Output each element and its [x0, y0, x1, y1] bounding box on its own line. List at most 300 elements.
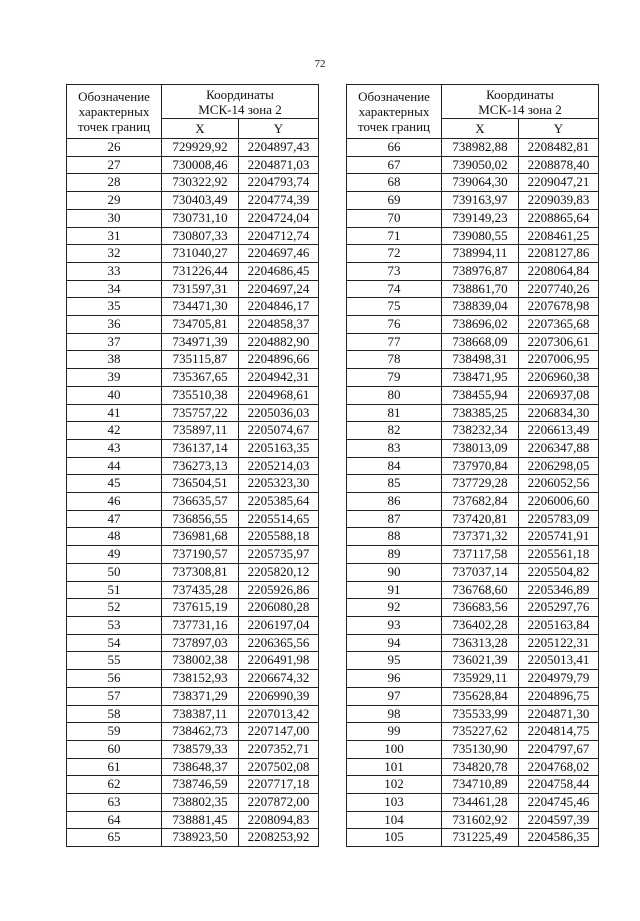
x-coordinate-cell: 730008,46	[162, 156, 239, 174]
point-id-cell: 43	[67, 439, 162, 457]
table-row	[347, 510, 599, 528]
point-id-cell: 32	[67, 245, 162, 263]
y-coordinate-cell: 2205514,65	[239, 510, 319, 528]
table-row	[67, 475, 319, 493]
point-id-cell: 90	[347, 563, 442, 581]
point-id-cell: 81	[347, 404, 442, 422]
point-id-cell: 30	[67, 209, 162, 227]
table-row	[67, 369, 319, 387]
x-coordinate-cell: 735897,11	[162, 422, 239, 440]
y-coordinate-cell: 2207013,42	[239, 705, 319, 723]
x-coordinate-cell: 738976,87	[442, 262, 519, 280]
y-coordinate-cell: 2204597,39	[519, 811, 599, 829]
table-row	[67, 139, 319, 157]
x-coordinate-cell: 736981,68	[162, 528, 239, 546]
table-row	[347, 422, 599, 440]
point-id-cell: 102	[347, 776, 442, 794]
point-id-cell: 79	[347, 369, 442, 387]
point-id-cell: 76	[347, 316, 442, 334]
point-id-cell: 78	[347, 351, 442, 369]
table-row	[347, 156, 599, 174]
table-row	[67, 510, 319, 528]
x-coordinate-cell: 736635,57	[162, 493, 239, 511]
x-coordinate-cell: 737420,81	[442, 510, 519, 528]
point-id-cell: 53	[67, 616, 162, 634]
table-row	[67, 581, 319, 599]
y-coordinate-cell: 2204871,30	[519, 705, 599, 723]
y-coordinate-cell: 2205561,18	[519, 546, 599, 564]
point-id-cell: 50	[67, 563, 162, 581]
x-coordinate-cell: 734971,39	[162, 333, 239, 351]
table-row	[67, 634, 319, 652]
table-row	[67, 245, 319, 263]
point-id-cell: 104	[347, 811, 442, 829]
coords-header	[162, 85, 319, 119]
coords-line2: МСК-14 зона 2	[198, 101, 282, 117]
y-coordinate-cell: 2208253,92	[239, 829, 319, 847]
x-coordinate-cell: 739149,23	[442, 209, 519, 227]
x-coordinate-cell: 739163,97	[442, 192, 519, 210]
point-id-cell: 87	[347, 510, 442, 528]
table-row	[347, 316, 599, 334]
x-coordinate-cell: 738881,45	[162, 811, 239, 829]
point-id-cell: 69	[347, 192, 442, 210]
point-id-cell: 58	[67, 705, 162, 723]
point-id-cell: 77	[347, 333, 442, 351]
point-id-cell: 45	[67, 475, 162, 493]
y-coordinate-cell: 2207006,95	[519, 351, 599, 369]
y-coordinate-cell: 2204774,39	[239, 192, 319, 210]
point-id-cell: 71	[347, 227, 442, 245]
y-coordinate-cell: 2204797,67	[519, 740, 599, 758]
table-row	[347, 794, 599, 812]
y-coordinate-cell: 2205297,76	[519, 599, 599, 617]
y-coordinate-cell: 2207352,71	[239, 740, 319, 758]
y-coordinate-cell: 2206990,39	[239, 687, 319, 705]
point-label-line2: характерных	[358, 104, 430, 119]
point-id-cell: 91	[347, 581, 442, 599]
point-id-cell: 103	[347, 794, 442, 812]
table-row	[347, 634, 599, 652]
point-id-cell: 54	[67, 634, 162, 652]
y-coordinate-cell: 2205346,89	[519, 581, 599, 599]
x-coordinate-cell: 737435,28	[162, 581, 239, 599]
table-row	[67, 404, 319, 422]
coordinates-table-right	[346, 84, 599, 847]
table-row	[347, 457, 599, 475]
table-row	[67, 794, 319, 812]
x-coordinate-cell: 735510,38	[162, 386, 239, 404]
x-coordinate-cell: 738802,35	[162, 794, 239, 812]
x-coordinate-cell: 738579,33	[162, 740, 239, 758]
point-id-cell: 27	[67, 156, 162, 174]
page-number: 72	[314, 58, 326, 70]
table-row	[347, 705, 599, 723]
point-id-cell: 99	[347, 723, 442, 741]
table-row	[347, 546, 599, 564]
col-y-header: Y	[239, 119, 319, 139]
x-coordinate-cell: 738498,31	[442, 351, 519, 369]
point-id-cell: 66	[347, 139, 442, 157]
x-coordinate-cell: 737037,14	[442, 563, 519, 581]
x-coordinate-cell: 738668,09	[442, 333, 519, 351]
y-coordinate-cell: 2204686,45	[239, 262, 319, 280]
table-row	[67, 457, 319, 475]
y-coordinate-cell: 2208461,25	[519, 227, 599, 245]
x-coordinate-cell: 739064,30	[442, 174, 519, 192]
table-row	[67, 280, 319, 298]
table-row	[67, 670, 319, 688]
table-row	[67, 829, 319, 847]
point-id-cell: 67	[347, 156, 442, 174]
x-coordinate-cell: 739050,02	[442, 156, 519, 174]
x-coordinate-cell: 737117,58	[442, 546, 519, 564]
x-coordinate-cell: 730403,49	[162, 192, 239, 210]
table-row	[347, 262, 599, 280]
point-id-cell: 100	[347, 740, 442, 758]
table-row	[67, 156, 319, 174]
x-coordinate-cell: 738471,95	[442, 369, 519, 387]
point-id-cell: 97	[347, 687, 442, 705]
y-coordinate-cell: 2204858,37	[239, 316, 319, 334]
table-row	[347, 209, 599, 227]
table-row	[67, 493, 319, 511]
x-coordinate-cell: 736768,60	[442, 581, 519, 599]
point-id-cell: 41	[67, 404, 162, 422]
x-coordinate-cell: 737897,03	[162, 634, 239, 652]
point-id-cell: 68	[347, 174, 442, 192]
point-id-cell: 61	[67, 758, 162, 776]
point-label-line1: Обозначение	[358, 89, 430, 104]
point-id-cell: 94	[347, 634, 442, 652]
x-coordinate-cell: 737729,28	[442, 475, 519, 493]
y-coordinate-cell: 2206347,88	[519, 439, 599, 457]
point-id-cell: 39	[67, 369, 162, 387]
point-label-line3: точек границ	[357, 119, 431, 134]
point-label-line2: характерных	[78, 104, 150, 119]
x-coordinate-cell: 737682,84	[442, 493, 519, 511]
y-coordinate-cell: 2207740,26	[519, 280, 599, 298]
x-coordinate-cell: 731225,49	[442, 829, 519, 847]
point-id-cell: 34	[67, 280, 162, 298]
y-coordinate-cell: 2208482,81	[519, 139, 599, 157]
y-coordinate-cell: 2205163,35	[239, 439, 319, 457]
x-coordinate-cell: 738923,50	[162, 829, 239, 847]
y-coordinate-cell: 2204793,74	[239, 174, 319, 192]
x-coordinate-cell: 735367,65	[162, 369, 239, 387]
point-id-cell: 88	[347, 528, 442, 546]
table-row	[67, 652, 319, 670]
y-coordinate-cell: 2205214,03	[239, 457, 319, 475]
col-y-header: Y	[519, 119, 599, 139]
table-row	[67, 616, 319, 634]
y-coordinate-cell: 2204979,79	[519, 670, 599, 688]
x-coordinate-cell: 731226,44	[162, 262, 239, 280]
x-coordinate-cell: 729929,92	[162, 139, 239, 157]
point-id-cell: 38	[67, 351, 162, 369]
table-row	[67, 546, 319, 564]
point-id-cell: 80	[347, 386, 442, 404]
y-coordinate-cell: 2206197,04	[239, 616, 319, 634]
x-coordinate-cell: 738455,94	[442, 386, 519, 404]
x-coordinate-cell: 736313,28	[442, 634, 519, 652]
point-id-cell: 96	[347, 670, 442, 688]
point-id-cell: 31	[67, 227, 162, 245]
y-coordinate-cell: 2208064,84	[519, 262, 599, 280]
coords-line2: МСК-14 зона 2	[478, 101, 562, 117]
table-row	[347, 829, 599, 847]
point-id-cell: 65	[67, 829, 162, 847]
table-row	[67, 811, 319, 829]
coords-header	[442, 85, 599, 119]
x-coordinate-cell: 737190,57	[162, 546, 239, 564]
table-row	[67, 563, 319, 581]
point-id-cell: 60	[67, 740, 162, 758]
x-coordinate-cell: 735628,84	[442, 687, 519, 705]
point-id-cell: 62	[67, 776, 162, 794]
table-row	[347, 670, 599, 688]
point-id-cell: 42	[67, 422, 162, 440]
x-coordinate-cell: 736402,28	[442, 616, 519, 634]
x-coordinate-cell: 731597,31	[162, 280, 239, 298]
table-row	[347, 811, 599, 829]
y-coordinate-cell: 2205163,84	[519, 616, 599, 634]
x-coordinate-cell: 737308,81	[162, 563, 239, 581]
x-coordinate-cell: 738152,93	[162, 670, 239, 688]
point-id-cell: 48	[67, 528, 162, 546]
y-coordinate-cell: 2206960,38	[519, 369, 599, 387]
y-coordinate-cell: 2206080,28	[239, 599, 319, 617]
x-coordinate-cell: 734710,89	[442, 776, 519, 794]
y-coordinate-cell: 2208865,64	[519, 209, 599, 227]
point-id-cell: 47	[67, 510, 162, 528]
point-id-cell: 63	[67, 794, 162, 812]
y-coordinate-cell: 2204697,24	[239, 280, 319, 298]
coords-line1: Координаты	[486, 86, 554, 102]
x-coordinate-cell: 738387,11	[162, 705, 239, 723]
y-coordinate-cell: 2207678,98	[519, 298, 599, 316]
table-row	[347, 369, 599, 387]
point-id-cell: 46	[67, 493, 162, 511]
table-row	[347, 723, 599, 741]
point-id-cell: 51	[67, 581, 162, 599]
x-coordinate-cell: 730731,10	[162, 209, 239, 227]
point-id-cell: 28	[67, 174, 162, 192]
point-id-cell: 82	[347, 422, 442, 440]
x-coordinate-cell: 734461,28	[442, 794, 519, 812]
coords-line1: Координаты	[206, 86, 274, 102]
table-row	[67, 351, 319, 369]
x-coordinate-cell: 737371,32	[442, 528, 519, 546]
table-row	[347, 333, 599, 351]
y-coordinate-cell: 2205323,30	[239, 475, 319, 493]
x-coordinate-cell: 735533,99	[442, 705, 519, 723]
table-row	[347, 475, 599, 493]
table-row	[67, 422, 319, 440]
y-coordinate-cell: 2204745,46	[519, 794, 599, 812]
y-coordinate-cell: 2204896,75	[519, 687, 599, 705]
table-row	[67, 758, 319, 776]
y-coordinate-cell: 2207365,68	[519, 316, 599, 334]
table-row	[347, 687, 599, 705]
point-id-cell: 85	[347, 475, 442, 493]
x-coordinate-cell: 731040,27	[162, 245, 239, 263]
x-coordinate-cell: 737970,84	[442, 457, 519, 475]
point-id-cell: 73	[347, 262, 442, 280]
y-coordinate-cell: 2205820,12	[239, 563, 319, 581]
x-coordinate-cell: 735757,22	[162, 404, 239, 422]
y-coordinate-cell: 2204724,04	[239, 209, 319, 227]
table-row	[347, 404, 599, 422]
y-coordinate-cell: 2205036,03	[239, 404, 319, 422]
point-id-cell: 56	[67, 670, 162, 688]
point-id-cell: 70	[347, 209, 442, 227]
x-coordinate-cell: 731602,92	[442, 811, 519, 829]
table-row	[67, 740, 319, 758]
y-coordinate-cell: 2204968,61	[239, 386, 319, 404]
table-row	[67, 209, 319, 227]
y-coordinate-cell: 2206365,56	[239, 634, 319, 652]
table-row	[67, 705, 319, 723]
table-row	[347, 740, 599, 758]
point-id-cell: 101	[347, 758, 442, 776]
table-row	[67, 192, 319, 210]
y-coordinate-cell: 2207147,00	[239, 723, 319, 741]
y-coordinate-cell: 2204942,31	[239, 369, 319, 387]
point-id-cell: 92	[347, 599, 442, 617]
point-id-cell: 93	[347, 616, 442, 634]
point-id-cell: 29	[67, 192, 162, 210]
table-row	[67, 316, 319, 334]
y-coordinate-cell: 2204871,03	[239, 156, 319, 174]
x-coordinate-cell: 738994,11	[442, 245, 519, 263]
y-coordinate-cell: 2206006,60	[519, 493, 599, 511]
y-coordinate-cell: 2207717,18	[239, 776, 319, 794]
y-coordinate-cell: 2206834,30	[519, 404, 599, 422]
table-row	[347, 599, 599, 617]
table-row	[347, 493, 599, 511]
table-row	[347, 439, 599, 457]
point-id-cell: 57	[67, 687, 162, 705]
x-coordinate-cell: 736856,55	[162, 510, 239, 528]
y-coordinate-cell: 2204897,43	[239, 139, 319, 157]
point-id-cell: 44	[67, 457, 162, 475]
y-coordinate-cell: 2204697,46	[239, 245, 319, 263]
x-coordinate-cell: 734471,30	[162, 298, 239, 316]
table-row	[67, 687, 319, 705]
x-coordinate-cell: 738385,25	[442, 404, 519, 422]
table-row	[67, 439, 319, 457]
x-coordinate-cell: 737615,19	[162, 599, 239, 617]
x-coordinate-cell: 730807,33	[162, 227, 239, 245]
col-x-header: X	[162, 119, 239, 139]
y-coordinate-cell: 2206491,98	[239, 652, 319, 670]
table-row	[347, 227, 599, 245]
y-coordinate-cell: 2205385,64	[239, 493, 319, 511]
table-row	[67, 528, 319, 546]
y-coordinate-cell: 2207306,61	[519, 333, 599, 351]
y-coordinate-cell: 2208094,83	[239, 811, 319, 829]
table-row	[347, 351, 599, 369]
table-row	[67, 298, 319, 316]
point-id-cell: 33	[67, 262, 162, 280]
y-coordinate-cell: 2208878,40	[519, 156, 599, 174]
x-coordinate-cell: 734820,78	[442, 758, 519, 776]
table-row	[347, 528, 599, 546]
x-coordinate-cell: 730322,92	[162, 174, 239, 192]
x-coordinate-cell: 738013,09	[442, 439, 519, 457]
y-coordinate-cell: 2209039,83	[519, 192, 599, 210]
table-row	[347, 174, 599, 192]
left-table-body	[67, 139, 319, 847]
y-coordinate-cell: 2206674,32	[239, 670, 319, 688]
y-coordinate-cell: 2204882,90	[239, 333, 319, 351]
x-coordinate-cell: 737731,16	[162, 616, 239, 634]
x-coordinate-cell: 738982,88	[442, 139, 519, 157]
x-coordinate-cell: 738696,02	[442, 316, 519, 334]
table-row	[67, 723, 319, 741]
x-coordinate-cell: 736273,13	[162, 457, 239, 475]
x-coordinate-cell: 735115,87	[162, 351, 239, 369]
y-coordinate-cell: 2206052,56	[519, 475, 599, 493]
point-id-cell: 83	[347, 439, 442, 457]
point-id-cell: 84	[347, 457, 442, 475]
point-id-cell: 52	[67, 599, 162, 617]
point-id-cell: 74	[347, 280, 442, 298]
coordinates-table-left	[66, 84, 319, 847]
x-coordinate-cell: 735929,11	[442, 670, 519, 688]
point-label-line3: точек границ	[77, 119, 151, 134]
x-coordinate-cell: 738861,70	[442, 280, 519, 298]
table-row	[67, 599, 319, 617]
x-coordinate-cell: 736137,14	[162, 439, 239, 457]
y-coordinate-cell: 2205588,18	[239, 528, 319, 546]
x-coordinate-cell: 735130,90	[442, 740, 519, 758]
table-row	[347, 192, 599, 210]
y-coordinate-cell: 2204814,75	[519, 723, 599, 741]
table-row	[67, 174, 319, 192]
point-label-header	[347, 85, 442, 139]
y-coordinate-cell: 2205013,41	[519, 652, 599, 670]
point-id-cell: 95	[347, 652, 442, 670]
y-coordinate-cell: 2205122,31	[519, 634, 599, 652]
x-coordinate-cell: 736021,39	[442, 652, 519, 670]
x-coordinate-cell: 736683,56	[442, 599, 519, 617]
x-coordinate-cell: 738839,04	[442, 298, 519, 316]
point-id-cell: 35	[67, 298, 162, 316]
y-coordinate-cell: 2204712,74	[239, 227, 319, 245]
x-coordinate-cell: 738746,59	[162, 776, 239, 794]
table-row	[347, 652, 599, 670]
table-row	[67, 386, 319, 404]
table-row	[347, 280, 599, 298]
table-row	[67, 227, 319, 245]
x-coordinate-cell: 738648,37	[162, 758, 239, 776]
point-id-cell: 72	[347, 245, 442, 263]
point-id-cell: 86	[347, 493, 442, 511]
point-id-cell: 75	[347, 298, 442, 316]
y-coordinate-cell: 2206937,08	[519, 386, 599, 404]
table-row	[347, 139, 599, 157]
y-coordinate-cell: 2204846,17	[239, 298, 319, 316]
point-id-cell: 49	[67, 546, 162, 564]
right-table-body	[347, 139, 599, 847]
y-coordinate-cell: 2204758,44	[519, 776, 599, 794]
table-row	[347, 563, 599, 581]
point-id-cell: 26	[67, 139, 162, 157]
point-id-cell: 37	[67, 333, 162, 351]
table-row	[67, 262, 319, 280]
